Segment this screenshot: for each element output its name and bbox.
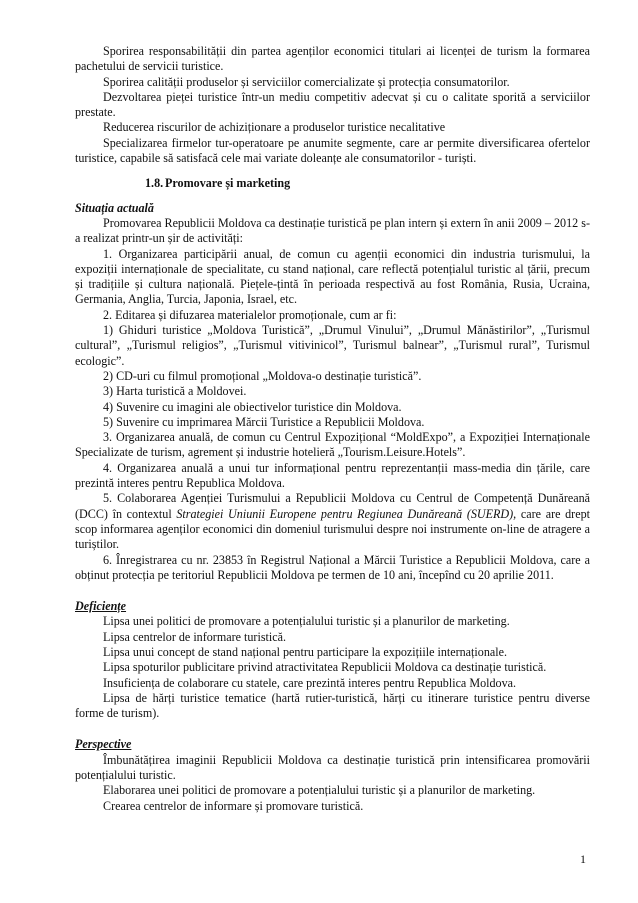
deficiente-item: Lipsa spoturilor publicitare privind atractivitatea Republicii Moldova ca destinație turistică.	[103, 660, 547, 675]
suerd-strategy-title: Strategiei Uniunii Europene pentru Regiunea Dunăreană (SUERD),	[176, 506, 517, 521]
document-body	[75, 44, 590, 814]
section-title: Promovare și marketing	[165, 176, 291, 191]
perspective-item: Elaborarea unei politici de promovare a potențialului turistic și a planurilor de marketing.	[103, 783, 536, 798]
situatie-paragraph: 4) Suvenire cu imagini ale obiectivelor turistice din Moldova.	[103, 399, 402, 414]
intro-paragraph: Specializarea firmelor tur-operatoare pe anumite segmente, care ar permite diversificarea ofertelor turistice, capabile să satisfacă cele mai variate doleanțe ale consumatorilor - turiști.	[75, 135, 590, 166]
deficiente-item: Lipsa de hărți turistice tematice (hartă rutier-turistică, hărți cu itinerare turistice pentru diverse forme de turism).	[75, 690, 590, 721]
intro-paragraph: Sporirea calității produselor și serviciilor comercializate și protecția consumatorilor.	[103, 74, 510, 89]
page-number: 1	[580, 852, 586, 866]
deficiente-item: Lipsa unei politici de promovare a potențialului turistic și a planurilor de marketing.	[103, 614, 510, 629]
intro-paragraph: Dezvoltarea pieței turistice într-un mediu competitiv adecvat și cu o calitate sporită a serviciilor prestate.	[75, 89, 590, 120]
deficiente-item: Insuficiența de colaborare cu statele, care prezintă interes pentru Republica Moldova.	[103, 675, 517, 690]
situatie-heading: Situația actuală	[75, 200, 154, 215]
suerd-text-after: care are drept scop informarea agenților economici din domeniul turismului despre noi instrumente on-line de atragere a turiștilor.	[75, 506, 590, 552]
intro-paragraph: Reducerea riscurilor de achiziționare a produselor turistice necalitative	[103, 120, 446, 135]
deficiente-heading: Deficiențe	[75, 599, 127, 614]
deficiente-item: Lipsa unui concept de stand național pentru participare la expozițiile internaționale.	[103, 644, 507, 659]
situatie-paragraph: 5) Suvenire cu imprimarea Mărcii Turistice a Republicii Moldova.	[103, 414, 425, 429]
perspective-heading: Perspective	[75, 737, 132, 752]
deficiente-item: Lipsa centrelor de informare turistică.	[103, 629, 287, 644]
situatie-paragraph: 6. Înregistrarea cu nr. 23853 în Registrul Național a Mărcii Turistice a Republicii Moldova, care a obținut protecția pe teritoriul Republicii Moldova pe termen de 10 ani, începînd cu 20 aprilie 2011.	[75, 552, 590, 582]
situatie-paragraph: 1) Ghiduri turistice „Moldova Turistică”, „Drumul Vinului”, „Drumul Mănăstirilor”, „Turismul cultural”, „Turismul religios”, „Turismul vitivinicol”, Turismul balnear”, „Turismul rural”, Turismul ecologic”.	[75, 323, 590, 368]
suerd-text-before: 5. Colaborarea Agenției Turismului a Republicii Moldova cu Centrul de Competență Dunăreană (DCC) în contextul	[75, 491, 590, 521]
section-number: 1.8.	[145, 176, 164, 191]
situatie-paragraph: Promovarea Republicii Moldova ca destinație turistică pe plan intern și extern în anii 2009 – 2012 s-a realizat printr-un șir de activități:	[75, 215, 590, 246]
situatie-paragraph-suerd	[75, 491, 590, 552]
situatie-paragraph: 1. Organizarea participării anual, de comun cu agenții economici din industria turismului, la expoziții internaționale de specialitate, cu stand național, care reflectă potențialul turistic al țării, precum și tradițiile și cultura națională. Piețele-țintă în perioada respectivă au fost România, Rusia, Ucraina, Germania, Anglia, Turcia, Japonia, Israel, etc.	[75, 246, 590, 307]
section-heading	[75, 176, 590, 191]
perspective-item: Crearea centrelor de informare și promovare turistică.	[103, 798, 364, 813]
situatie-paragraph: 2) CD-uri cu filmul promoțional „Moldova-o destinație turistică”.	[103, 368, 422, 383]
intro-paragraph: Sporirea responsabilității din partea agenților economici titulari ai licenței de turism la formarea pachetului de servicii turistice.	[75, 44, 590, 74]
perspective-item: Îmbunătățirea imaginii Republicii Moldova ca destinație turistică prin intensificarea promovării potențialului turistic.	[75, 752, 590, 783]
situatie-paragraph: 2. Editarea și difuzarea materialelor promoționale, cum ar fi:	[103, 307, 397, 322]
situatie-paragraph: 3. Organizarea anuală, de comun cu Centrul Expozițional “MoldExpo”, a Expoziției Internaționale Specializate de turism, agrement și industrie hotelieră „Tourism.Leisure.Hotels”.	[75, 430, 590, 460]
situatie-paragraph: 3) Harta turistică a Moldovei.	[103, 384, 247, 399]
situatie-paragraph: 4. Organizarea anuală a unui tur informațional pentru reprezentanții mass-media din țările, care prezintă interes pentru Republica Moldova.	[75, 460, 590, 491]
